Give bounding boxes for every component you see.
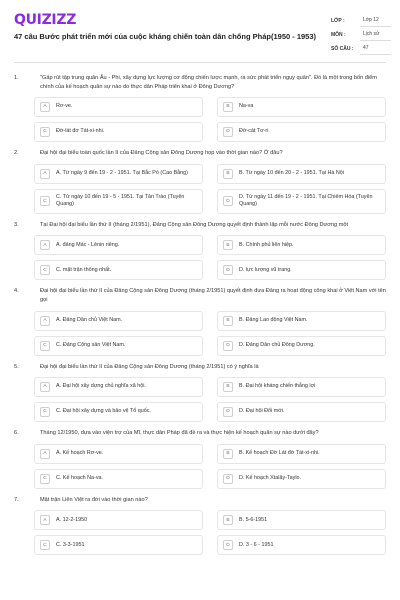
answer-option[interactable] [34, 311, 203, 331]
meta-row-class [331, 14, 391, 28]
answer-option[interactable] [34, 469, 203, 489]
question-number: 3. [14, 221, 19, 228]
answer-option[interactable] [217, 336, 386, 356]
answer-option[interactable] [217, 311, 386, 331]
option-letter: A [40, 316, 50, 326]
option-text: D. lực lượng vũ trang. [239, 266, 292, 273]
option-text: A. Từ ngày 9 đến 19 - 2 - 1951. Tại Bắc Pó (Cao Bằng) [56, 170, 188, 177]
meta-label: SỐ CÂU : [331, 46, 354, 52]
question-text: Đại hội đại biểu lần thứ II của Đảng Cộng sản Đông Dương (tháng 2/1951) có ý nghĩa là [40, 363, 259, 370]
option-letter: C [40, 540, 50, 550]
option-text: C. Đại hội xây dựng và bảo vệ Tổ quốc. [56, 408, 151, 415]
option-text: B. Chính phủ liên hiệp. [239, 241, 294, 248]
meta-value: Lịch sử [360, 29, 391, 41]
answer-option[interactable] [34, 336, 203, 356]
meta-row-subject [331, 28, 391, 42]
option-letter: B [223, 515, 233, 525]
answer-options [34, 164, 386, 214]
option-letter: C [40, 127, 50, 137]
answer-option[interactable] [34, 444, 203, 464]
question-header [14, 149, 386, 158]
option-text: C. 3-3-1951 [56, 541, 85, 548]
question-header [14, 363, 386, 372]
answer-option[interactable] [34, 260, 203, 280]
option-text: C. mặt trận thống nhất. [56, 266, 112, 273]
answer-option[interactable] [217, 260, 386, 280]
answer-option[interactable] [217, 164, 386, 184]
option-letter: A [40, 169, 50, 179]
answer-option[interactable] [34, 97, 203, 117]
option-text: D. Từ ngày 11 đến 19 - 2 - 1951. Tại Chiêm Hóa (Tuyên Quang) [239, 193, 373, 208]
option-letter: C [40, 407, 50, 417]
answer-option[interactable] [34, 377, 203, 397]
option-text: Na-va [239, 103, 254, 110]
answer-option[interactable] [217, 402, 386, 422]
answer-options [34, 235, 386, 280]
option-letter: D [223, 341, 233, 351]
option-text: B. Kế hoạch Đờ Lát đờ Tát-xi-nhi. [239, 450, 320, 456]
quizizz-logo: QUIZIZZ [14, 12, 77, 28]
option-letter: D [223, 407, 233, 417]
option-letter: C [40, 265, 50, 275]
option-text: A. Kế hoạch Rơ-ve. [56, 450, 104, 456]
question-item [14, 363, 386, 423]
option-text: B. Từ ngày 10 đến 20 - 2 - 1951. Tại Hà Nội [239, 170, 344, 177]
question-text: Tháng 12/1950, dựa vào viện trợ của Mĩ, thực dân Pháp đã đề ra và thực hiện kế hoạch quân sự nào dưới đây? [40, 430, 319, 437]
option-letter: B [223, 316, 233, 326]
question-item [14, 149, 386, 214]
question-list [14, 74, 386, 562]
option-letter: C [40, 474, 50, 484]
question-number: 5. [14, 363, 19, 370]
question-item [14, 221, 386, 281]
answer-option[interactable] [217, 444, 386, 464]
option-text: A. Đảng Dân chủ Việt Nam. [56, 316, 123, 323]
question-text: Tại Đại hội đại biểu lần thứ II (tháng 2/1951), Đảng Cộng sản Đông Dương quyết định thành lập mỗi nước Đông Dương một [40, 221, 349, 228]
option-letter: A [40, 449, 50, 459]
answer-option[interactable] [217, 510, 386, 530]
answer-option[interactable] [217, 189, 386, 214]
worksheet-title: 47 câu Bước phát triển mới của cuộc kháng chiến toàn dân chống Pháp(1950 - 1953) [14, 32, 317, 41]
option-letter: D [223, 127, 233, 137]
question-header [14, 287, 386, 304]
question-header [14, 74, 386, 91]
option-letter: D [223, 265, 233, 275]
worksheet-meta [331, 14, 391, 56]
question-text: Đại hội đại biểu lần thứ II của Đảng Cộng sản Đông Dương (tháng 2/1951) quyết định đưa Đảng ra hoạt động công khai ở Việt Nam với tên gọi [40, 288, 386, 303]
option-text: Rơ-ve. [56, 103, 73, 110]
option-letter: D [223, 196, 233, 206]
answer-options [34, 97, 386, 142]
question-number: 2. [14, 150, 19, 157]
option-text: A. đảng Mác - Lênin riêng. [56, 241, 120, 248]
option-letter: A [40, 515, 50, 525]
header-divider [14, 62, 386, 63]
answer-option[interactable] [217, 122, 386, 142]
question-item [14, 496, 386, 556]
option-text: C. Đảng Cộng sản Việt Nam. [56, 341, 126, 348]
option-text: Đờ-cát Tơ-ri [239, 128, 269, 135]
answer-option[interactable] [34, 189, 203, 214]
option-text: A. Đại hội xây dựng chủ nghĩa xã hội. [56, 383, 146, 390]
option-letter: A [40, 102, 50, 112]
answer-option[interactable] [34, 510, 203, 530]
option-text: Đờ-lát đơ Tát-xi-nhi. [56, 128, 105, 135]
answer-options [34, 377, 386, 422]
option-text: D. Kế hoạch Xtalây-Taylo. [239, 475, 302, 481]
meta-label: LỚP : [331, 18, 345, 24]
option-text: B. 5-6-1951 [239, 516, 268, 523]
answer-option[interactable] [217, 235, 386, 255]
option-letter: A [40, 240, 50, 250]
question-item [14, 287, 386, 355]
answer-option[interactable] [34, 535, 203, 555]
option-letter: C [40, 341, 50, 351]
option-text: A. 12-2-1950 [56, 516, 88, 523]
option-text: B. Đại hội kháng chiến thắng lợi [239, 383, 316, 390]
option-text: D. Đảng Dân chủ Đông Dương. [239, 341, 315, 348]
question-number: 4. [14, 288, 19, 295]
meta-row-count [331, 42, 391, 56]
question-text: Đại hội đại biểu toàn quốc lần II của Đảng Cộng sản Đông Dương họp vào thời gian nào? Ở đâu? [40, 150, 283, 157]
question-number: 6. [14, 430, 19, 437]
option-letter: B [223, 382, 233, 392]
option-text: C. Kế hoạch Na-va. [56, 475, 104, 481]
answer-option[interactable] [34, 122, 203, 142]
option-text: B. Đảng Lao động Việt Nam. [239, 316, 308, 323]
answer-option[interactable] [34, 164, 203, 184]
answer-option[interactable] [217, 97, 386, 117]
answer-options [34, 510, 386, 555]
answer-option[interactable] [217, 377, 386, 397]
option-text: D. Đại hội Đổi mới. [239, 408, 285, 415]
question-header [14, 429, 386, 438]
option-letter: B [223, 240, 233, 250]
option-text: D. 3 - 6 - 1951 [239, 541, 274, 548]
option-text: C. Từ ngày 10 đến 19 - 5 - 1951. Tại Tân Trào (Tuyên Quang) [56, 193, 185, 208]
answer-option[interactable] [34, 235, 203, 255]
option-letter: D [223, 474, 233, 484]
meta-label: MÔN : [331, 32, 346, 38]
option-letter: B [223, 169, 233, 179]
answer-option[interactable] [34, 402, 203, 422]
question-header [14, 221, 386, 230]
question-number: 7. [14, 496, 19, 503]
option-letter: B [223, 449, 233, 459]
option-letter: B [223, 102, 233, 112]
question-item [14, 429, 386, 489]
answer-option[interactable] [217, 469, 386, 489]
question-header [14, 496, 386, 505]
option-letter: D [223, 540, 233, 550]
option-letter: C [40, 196, 50, 206]
meta-value: Lớp 12 [360, 15, 391, 27]
meta-value: 47 [360, 43, 391, 55]
answer-options [34, 311, 386, 356]
answer-option[interactable] [217, 535, 386, 555]
question-text: Mặt trận Liên Việt ra đời vào thời gian nào? [40, 496, 148, 503]
question-item [14, 74, 386, 142]
answer-options [34, 444, 386, 489]
option-letter: A [40, 382, 50, 392]
question-text: "Gấp rút tập trung quân Âu - Phi, xây dựng lực lượng cơ động chiến lược mạnh, ra sức phát triển ngụy quân". Đó là một trong bốn điểm chính của kế hoạch quân sự nào do thực dân Pháp triển khai ở Đông Dương? [40, 75, 377, 90]
question-number: 1. [14, 75, 19, 81]
